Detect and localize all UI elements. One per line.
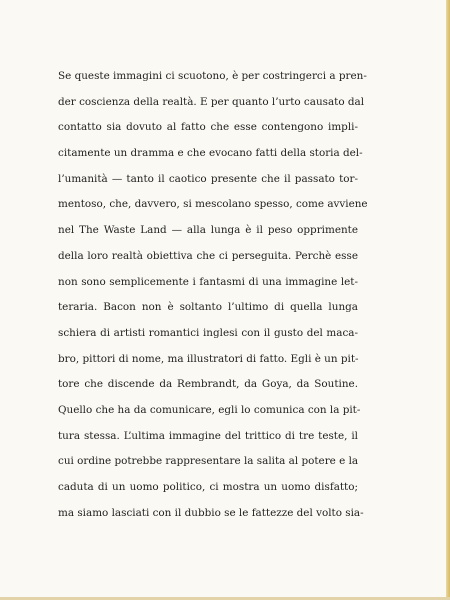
text-line: schiera di artisti romantici inglesi con il gusto del maca- [58,326,358,339]
text-line: nel The Waste Land — alla lunga è il peso opprimente [58,224,358,237]
text-line: citamente un dramma e che evocano fatti della storia del- [58,147,363,160]
page-edge-right [446,0,450,600]
text-line: tore che discende da Rembrandt, da Goya, da Soutine. [58,378,358,391]
text-line: bro, pittori di nome, ma illustratori di fatto. Egli è un pit- [58,352,359,365]
text-line: cui ordine potrebbe rappresentare la salita al potere e la [58,455,359,468]
text-line: ma siamo lasciati con il dubbio se le fattezze del volto sia- [58,506,364,519]
text-line: tura stessa. L’ultima immagine del trittico di tre teste, il [58,429,358,442]
text-line: l’umanità — tanto il caotico presente che il passato tor- [58,172,358,185]
text-line: non sono semplicemente i fantasmi di una immagine let- [58,275,358,288]
body-paragraph [58,64,368,526]
text-line: der coscienza della realtà. E per quanto l’urto causato dal [58,95,365,108]
text-line: Se queste immagini ci scuotono, è per costringerci a pren- [58,70,367,82]
text-line: della loro realtà obiettiva che ci perseguita. Perchè esse [58,249,358,262]
text-line: mentoso, che, davvero, si mescolano spesso, come avviene [58,198,368,211]
text-line: contatto sia dovuto al fatto che esse contengono impli- [58,121,358,134]
text-line: teraria. Bacon non è soltanto l’ultimo di quella lunga [58,301,358,314]
text-line: Quello che ha da comunicare, egli lo comunica con la pit- [58,403,361,416]
text-line: caduta di un uomo politico, ci mostra un uomo disfatto; [58,481,358,493]
